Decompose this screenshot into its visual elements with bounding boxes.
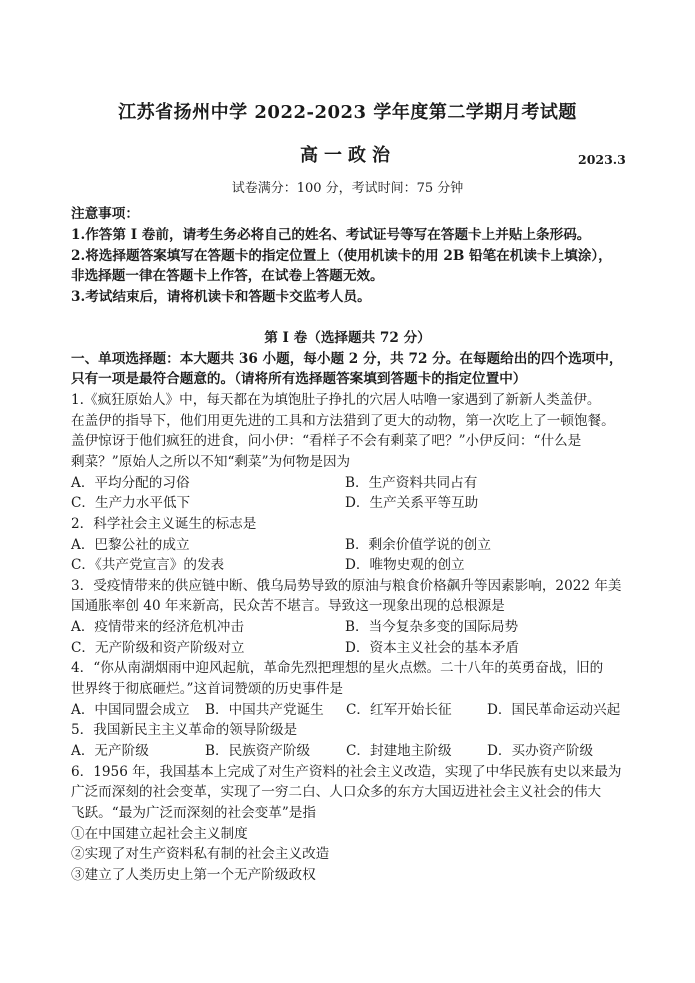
- q1-stem-line: 在盖伊的指导下，他们用更先进的工具和方法猎到了更大的动物，第一次吃上了一顿饱餐。: [71, 413, 615, 429]
- q3-option-a: A．疫情带来的经济危机冲击: [71, 619, 244, 635]
- q4-option-d: D．国民革命运动兴起: [487, 702, 621, 718]
- q6-statement-2: ②实现了对生产资料私有制的社会主义改造: [71, 846, 330, 862]
- exam-date: 2023.3: [578, 152, 626, 167]
- q3-stem-line: 国通胀率创 40 年来新高，民众苦不堪言。导致这一现象出现的总根源是: [71, 598, 505, 614]
- note-1: 1.作答第 I 卷前，请考生务必将自己的姓名、考试证号等写在答题卡上并贴上条形码。: [71, 227, 591, 243]
- q6-stem-line: 飞跃。“最为广泛而深刻的社会变革”是指: [71, 805, 316, 821]
- note-2-cont: 非选择题一律在答题卡上作答，在试卷上答题无效。: [71, 268, 384, 284]
- q2-stem-line: 2．科学社会主义诞生的标志是: [71, 516, 257, 532]
- q3-stem-line: 3．受疫情带来的供应链中断、俄乌局势导致的原油与粮食价格飙升等因素影响，2022 年美: [71, 578, 622, 594]
- q1-stem-line: 剩菜？”原始人之所以不知“剩菜”为何物是因为: [71, 454, 351, 470]
- q1-option-d: D．生产关系平等互助: [345, 495, 479, 511]
- q5-option-c: C．封建地主阶级: [346, 743, 452, 759]
- q5-stem-line: 5．我国新民主主义革命的领导阶级是: [71, 722, 298, 738]
- section-title: 第 I 卷（选择题共 72 分）: [264, 330, 431, 346]
- q6-stem-line: 广泛而深刻的社会变革，实现了一穷二白、人口众多的东方大国迈进社会主义社会的伟大: [71, 784, 602, 800]
- q1-option-b: B．生产资料共同占有: [345, 475, 478, 491]
- exam-info: 试卷满分：100 分，考试时间：75 分钟: [231, 181, 464, 196]
- q2-option-b: B．剩余价值学说的创立: [345, 537, 491, 553]
- q2-option-d: D．唯物史观的创立: [345, 557, 465, 573]
- q4-stem-line: 世界终于彻底砸烂。”这首词赞颂的历史事件是: [71, 681, 344, 697]
- q5-option-a: A．无产阶级: [71, 743, 149, 759]
- section-instruction-1: 一、单项选择题：本大题共 36 小题，每小题 2 分，共 72 分。在每题给出的四个选项中，: [71, 351, 623, 367]
- q3-option-b: B．当今复杂多变的国际局势: [345, 619, 519, 635]
- q5-option-d: D．买办资产阶级: [487, 743, 594, 759]
- subject-title: 高一政治: [300, 145, 396, 166]
- note-2: 2.将选择题答案填写在答题卡的指定位置上（使用机读卡的用 2B 铅笔在机读卡上填涂），: [71, 248, 612, 264]
- q5-option-b: B．民族资产阶级: [205, 743, 311, 759]
- q2-option-a: A．巴黎公社的成立: [71, 537, 190, 553]
- note-3: 3.考试结束后，请将机读卡和答题卡交监考人员。: [71, 289, 371, 305]
- q6-statement-1: ①在中国建立起社会主义制度: [71, 826, 248, 842]
- q4-stem-line: 4．“你从南湖烟雨中迎风起航，革命先烈把理想的星火点燃。二十八年的英勇奋战，旧的: [71, 660, 604, 676]
- q1-stem-line: 1.《疯狂原始人》中，每天都在为填饱肚子挣扎的穴居人咕噜一家遇到了新新人类盖伊。: [71, 392, 601, 408]
- q1-option-a: A．平均分配的习俗: [71, 475, 190, 491]
- q6-statement-3: ③建立了人类历史上第一个无产阶级政权: [71, 867, 316, 883]
- q4-option-b: B．中国共产党诞生: [205, 702, 324, 718]
- q4-option-a: A．中国同盟会成立: [71, 702, 190, 718]
- section-instruction-2: 只有一项是最符合题意的。（请将所有选择题答案填到答题卡的指定位置中）: [71, 371, 527, 387]
- q1-stem-line: 盖伊惊讶于他们疯狂的进食，问小伊：“看样子不会有剩菜了吧？”小伊反问：“什么是: [71, 433, 582, 449]
- q3-option-c: C．无产阶级和资产阶级对立: [71, 640, 245, 656]
- notes-heading: 注意事项：: [71, 206, 139, 222]
- q4-option-c: C．红军开始长征: [346, 702, 452, 718]
- exam-title: 江苏省扬州中学 2022-2023 学年度第二学期月考试题: [118, 102, 577, 123]
- q6-stem-line: 6．1956 年，我国基本上完成了对生产资料的社会主义改造，实现了中华民族有史以来最为: [71, 764, 622, 780]
- q1-option-c: C．生产力水平低下: [71, 495, 191, 511]
- q2-option-c: C．《共产党宣言》的发表: [71, 557, 225, 573]
- q3-option-d: D．资本主义社会的基本矛盾: [345, 640, 520, 656]
